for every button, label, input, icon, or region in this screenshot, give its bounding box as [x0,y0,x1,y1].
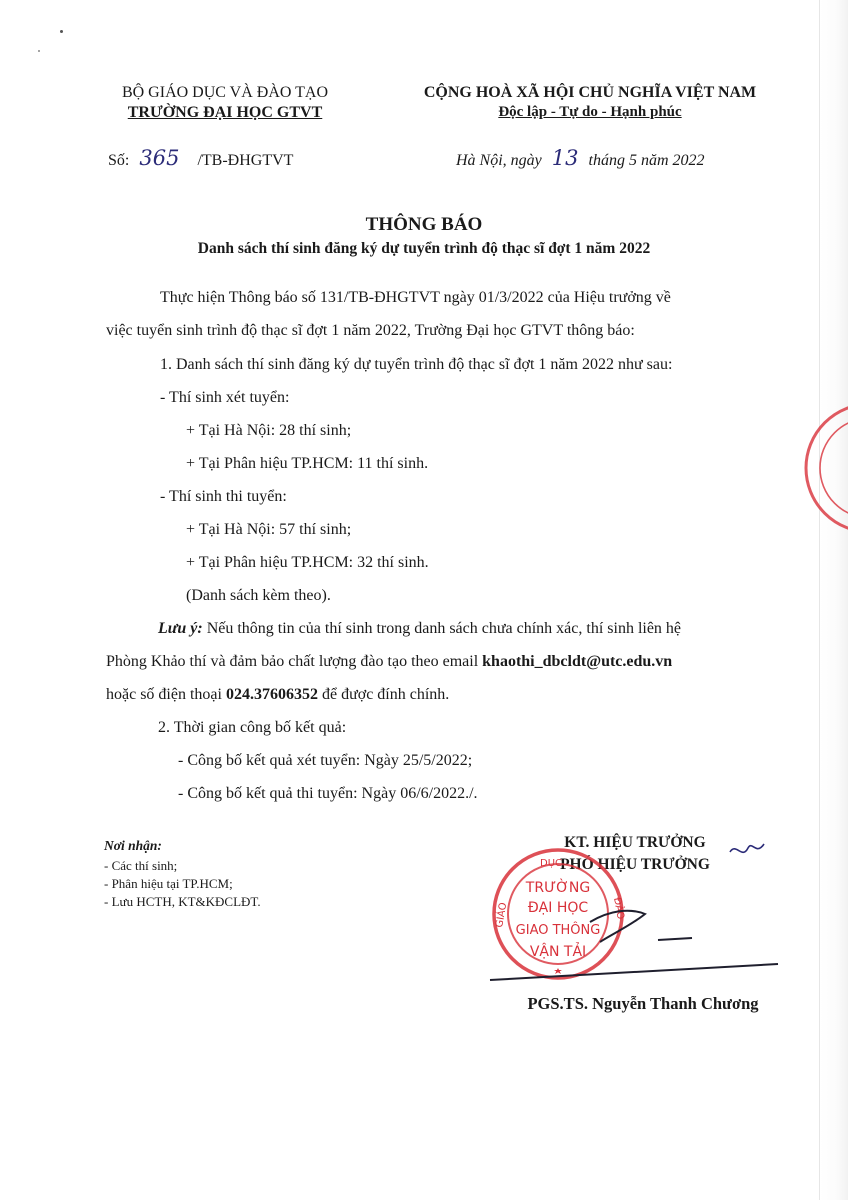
handwritten-signature [480,830,780,990]
note-line-2 [106,653,672,671]
stamp-line-4: VẬN TẢI [529,944,587,960]
review-hcm: + Tại Phân hiệu TP.HCM: 11 thí sinh. [186,455,429,472]
country-name: CỘNG HOÀ XÃ HỘI CHỦ NGHĨA VIỆT NAM [423,84,757,101]
item-2: 2. Thời gian công bố kết quả: [158,719,347,736]
note-line-3 [106,686,449,704]
signature-stroke [658,938,692,940]
applicants-review-heading: - Thí sinh xét tuyển: [160,389,290,406]
scan-speck [38,50,40,52]
header-right [395,84,785,121]
document-number [108,146,293,170]
document-subtitle: Danh sách thí sinh đăng ký dự tuyển trình độ thạc sĩ đợt 1 năm 2022 [197,240,651,257]
signature-underline [490,964,778,980]
university-name-text: TRƯỜNG ĐẠI HỌC GTVT [127,104,323,121]
number-suffix: /TB-ĐHGTVT [197,152,294,169]
signer-name: PGS.TS. Nguyễn Thanh Chương [527,994,759,1013]
note-label: Lưu ý: [158,620,203,637]
recipient-item: - Lưu HCTH, KT&KĐCLĐT. [104,894,261,909]
stamp-ring-top: DỤC [540,858,563,869]
page-edge [819,0,848,1200]
recipient-item: - Phân hiệu tại TP.HCM; [104,876,233,891]
header-left [100,84,350,122]
recipient-item: - Các thí sinh; [104,858,178,873]
signature-stroke [590,911,645,942]
motto [395,104,785,121]
edge-stamp-fragment [800,398,848,538]
recipients-label: Nơi nhận: [104,838,162,853]
stamp-ring-left: GIÁO [494,901,510,929]
exam-hanoi: + Tại Hà Nội: 57 thí sinh; [186,521,352,538]
note-text-2: Phòng Khảo thí và đảm bảo chất lượng đào tạo theo email [106,653,479,670]
note-text-4: để được đính chính. [321,686,450,703]
stamp-ring-right: ĐÀO [611,896,626,921]
ministry-name: BỘ GIÁO DỤC VÀ ĐÀO TẠO [121,84,329,101]
note-text-3: hoặc số điện thoại [106,686,222,703]
recipients-block [104,838,261,910]
document-title: THÔNG BÁO [365,214,483,235]
attached-list-note: (Danh sách kèm theo). [186,587,331,604]
stamp-line-2: ĐẠI HỌC [527,900,589,916]
signature-title-1: KT. HIỆU TRƯỞNG [564,834,706,851]
result-review-date: - Công bố kết quả xét tuyển: Ngày 25/5/2022; [178,752,473,769]
document-date [456,146,705,170]
signature-title-2: PHÓ HIỆU TRƯỞNG [560,856,710,873]
motto-text: Độc lập - Tự do - Hạnh phúc [498,104,682,120]
applicants-exam-heading: - Thí sinh thi tuyển: [160,488,287,505]
review-hanoi: + Tại Hà Nội: 28 thí sinh; [186,422,352,439]
number-prefix: Số: [108,152,130,169]
initials-stroke [730,844,764,852]
scan-speck [60,30,63,33]
exam-hcm: + Tại Phân hiệu TP.HCM: 32 thí sinh. [186,554,429,571]
date-day-handwritten: 13 [551,146,579,170]
contact-email: khaothi_dbcldt@utc.edu.vn [482,653,673,670]
date-prefix: Hà Nội, ngày [456,152,542,169]
stamp-line-3: GIAO THÔNG [515,923,601,938]
university-name [100,104,350,122]
note-line-1 [158,620,681,638]
stamp-line-1: TRƯỜNG [525,880,591,896]
intro-line-2: việc tuyển sinh trình độ thạc sĩ đợt 1 năm 2022, Trường Đại học GTVT thông báo: [106,322,635,339]
number-handwritten: 365 [139,146,180,170]
date-suffix: tháng 5 năm 2022 [588,152,705,169]
result-exam-date: - Công bố kết quả thi tuyển: Ngày 06/6/2022./. [178,785,478,802]
contact-phone: 024.37606352 [225,686,318,703]
item-1: 1. Danh sách thí sinh đăng ký dự tuyển trình độ thạc sĩ đợt 1 năm 2022 như sau: [160,356,673,373]
note-text-1: Nếu thông tin của thí sinh trong danh sách chưa chính xác, thí sinh liên hệ [206,620,682,637]
intro-line-1: Thực hiện Thông báo số 131/TB-ĐHGTVT ngày 01/3/2022 của Hiệu trưởng về [160,289,671,306]
